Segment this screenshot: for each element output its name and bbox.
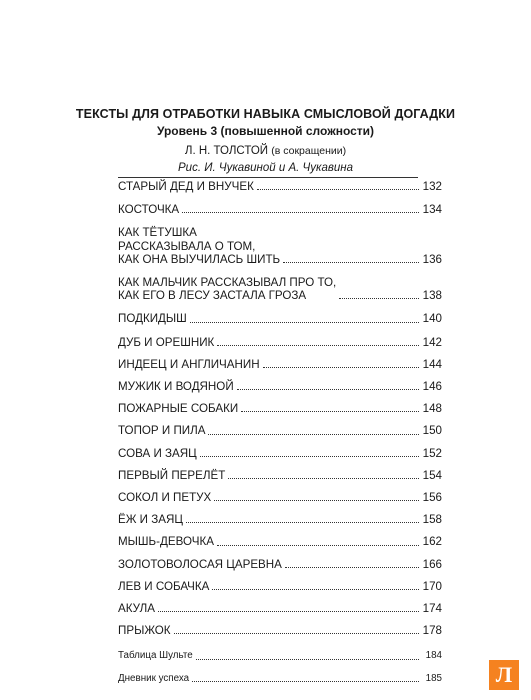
toc-entry-page: 166 (422, 557, 442, 571)
toc-entry-title: ПЕРВЫЙ ПЕРЕЛЁТ (118, 468, 226, 482)
toc-entry-page: 136 (422, 252, 442, 266)
level-subtitle: Уровень 3 (повышенной сложности) (156, 124, 375, 138)
dot-leader (263, 366, 419, 368)
toc-entry[interactable] (118, 469, 442, 482)
dot-leader (190, 321, 419, 323)
dot-leader (285, 566, 419, 568)
toc-entry-title: СОВА И ЗАЯЦ (118, 446, 197, 460)
toc-entry-title: ПОДКИДЫШ (118, 312, 187, 326)
dot-leader (208, 433, 419, 435)
dot-leader (257, 188, 419, 190)
toc-entry-title: ЗОЛОТОВОЛОСАЯ ЦАРЕВНА (118, 557, 282, 571)
dot-leader (212, 588, 419, 590)
toc-entry[interactable] (118, 424, 442, 437)
toc-entry-title: МЫШЬ-ДЕВОЧКА (118, 535, 214, 549)
toc-entry-title: АКУЛА (118, 602, 155, 616)
toc-entry-title: Таблица Шульте (118, 650, 193, 662)
toc-entry[interactable] (118, 580, 442, 593)
toc-entry-page: 144 (422, 357, 442, 371)
toc-entry-page: 138 (422, 289, 442, 303)
dot-leader (174, 632, 419, 634)
toc-entry-title: СОКОЛ И ПЕТУХ (118, 491, 212, 505)
toc-entry[interactable] (118, 447, 442, 460)
toc-entry-title: СТАРЫЙ ДЕД И ВНУЧЕК (118, 180, 254, 193)
dot-leader (182, 211, 419, 213)
toc-entry-page: 132 (422, 180, 442, 193)
toc-entry[interactable] (118, 203, 442, 216)
table-of-contents (118, 180, 442, 685)
toc-entry[interactable] (118, 513, 442, 526)
toc-entry[interactable] (118, 649, 442, 662)
toc-entry-title: ПОЖАРНЫЕ СОБАКИ (118, 402, 239, 416)
toc-entry-page: 174 (422, 602, 442, 616)
divider (118, 177, 418, 178)
illustrators-line: Рис. И. Чукавиной и А. Чукавина (178, 162, 353, 174)
toc-entry-page: 152 (422, 446, 442, 460)
toc-entry-title: КОСТОЧКА (118, 203, 180, 217)
dot-leader (283, 261, 419, 263)
toc-entry-title: ТОПОР И ПИЛА (118, 424, 206, 438)
dot-leader (186, 521, 419, 523)
author-line (0, 145, 531, 157)
toc-entry[interactable] (118, 491, 442, 504)
toc-entry[interactable] (118, 672, 442, 685)
dot-leader (192, 680, 419, 682)
dot-leader (241, 410, 419, 412)
toc-entry-title: Дневник успеха (118, 672, 190, 684)
toc-entry[interactable] (118, 558, 442, 571)
toc-entry-page: 134 (422, 203, 442, 217)
dot-leader (339, 297, 419, 299)
toc-entry-title: КАК МАЛЬЧИК РАССКАЗЫВАЛ ПРО ТО, КАК ЕГО В ЛЕСУ ЗАСТАЛА ГРОЗА (118, 276, 337, 303)
toc-entry-page: 142 (422, 335, 442, 349)
toc-entry-page: 146 (422, 380, 442, 394)
toc-entry[interactable] (118, 226, 442, 266)
toc-entry-title: ДУБ И ОРЕШНИК (118, 335, 215, 349)
toc-entry[interactable] (118, 380, 442, 393)
toc-entry-page: 170 (422, 579, 442, 593)
toc-entry-title: ЛЕВ И СОБАЧКА (118, 579, 210, 593)
dot-leader (228, 477, 419, 479)
toc-entry-page: 140 (422, 312, 442, 326)
toc-entry-page: 156 (422, 491, 442, 505)
toc-entry-page: 150 (422, 424, 442, 438)
toc-entry[interactable] (118, 535, 442, 548)
toc-entry-title: ИНДЕЕЦ И АНГЛИЧАНИН (118, 357, 260, 371)
toc-entry[interactable] (118, 624, 442, 637)
dot-leader (158, 610, 419, 612)
toc-entry-page: 162 (422, 535, 442, 549)
toc-entry-page: 178 (422, 624, 442, 638)
toc-entry-page: 148 (422, 402, 442, 416)
toc-entry-page: 184 (425, 650, 442, 662)
dot-leader (214, 499, 419, 501)
toc-entry-title: КАК ТЁТУШКА РАССКАЗЫВАЛА О ТОМ, КАК ОНА ВЫУЧИЛАСЬ ШИТЬ (118, 226, 281, 266)
toc-entry-page: 185 (425, 672, 442, 684)
toc-entry[interactable] (118, 180, 442, 193)
dot-leader (217, 344, 419, 346)
dot-leader (237, 388, 419, 390)
toc-entry-page: 158 (422, 513, 442, 527)
toc-entry[interactable] (118, 276, 442, 302)
author-name: Л. Н. ТОЛСТОЙ (184, 145, 269, 157)
toc-entry-title: МУЖИК И ВОДЯНОЙ (118, 380, 234, 394)
dot-leader (196, 658, 419, 660)
dot-leader (200, 455, 419, 457)
toc-entry[interactable] (118, 312, 442, 325)
toc-entry-title: ПРЫЖОК (118, 624, 171, 638)
author-note: (в сокращении) (271, 145, 347, 157)
dot-leader (217, 544, 419, 546)
toc-entry[interactable] (118, 336, 442, 349)
toc-entry[interactable] (118, 402, 442, 415)
toc-entry[interactable] (118, 358, 442, 371)
toc-entry-title: ЁЖ И ЗАЯЦ (118, 513, 183, 527)
publisher-logo-icon: Л (489, 660, 519, 690)
toc-entry-page: 154 (422, 468, 442, 482)
page-title: ТЕКСТЫ ДЛЯ ОТРАБОТКИ НАВЫКА СМЫСЛОВОЙ ДОГАДКИ (75, 107, 456, 121)
toc-entry[interactable] (118, 602, 442, 615)
